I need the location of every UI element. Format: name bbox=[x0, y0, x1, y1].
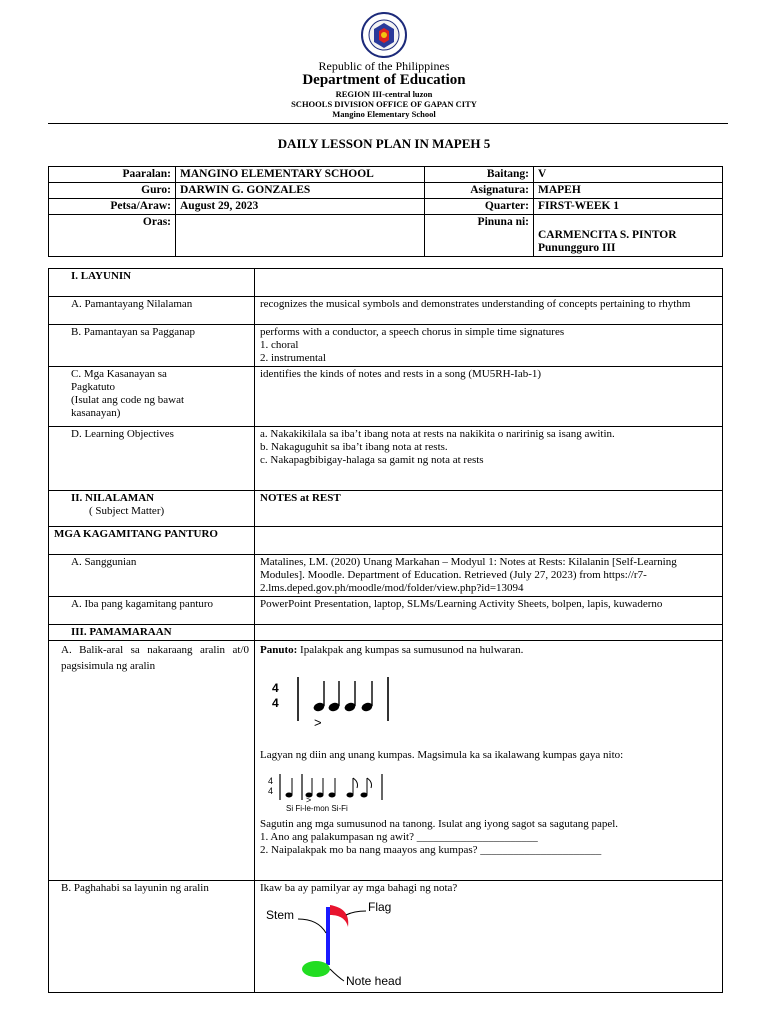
quarter-note-2 bbox=[327, 681, 340, 713]
iba-kagamitan-label: A. Iba pang kagamitang panturo bbox=[49, 597, 255, 625]
kasanayan-label-line2: Pagkatuto bbox=[71, 381, 115, 393]
rhythm-syllables: Si Fi-le-mon Si-Fi bbox=[286, 804, 348, 813]
quarter-value: FIRST-WEEK 1 bbox=[534, 199, 723, 215]
deped-seal bbox=[352, 12, 416, 58]
guro-value: DARWIN G. GONZALES bbox=[176, 183, 425, 199]
info-table bbox=[48, 166, 723, 257]
pinuna-label: Pinuna ni: bbox=[425, 215, 534, 257]
pamantayan-pagganap-label: B. Pamantayan sa Pagganap bbox=[49, 325, 255, 367]
guro-label: Guro: bbox=[49, 183, 176, 199]
kagamitan-label: MGA KAGAMITANG PANTURO bbox=[49, 527, 255, 555]
note-parts-diagram bbox=[260, 897, 420, 987]
rhythm-pattern-1 bbox=[268, 671, 408, 735]
pamantayan-pagganap-text: performs with a conductor, a speech chorus in simple time signatures bbox=[260, 326, 565, 338]
panuto-text: Ipalakpak ang kumpas sa sumusunod na hulwaran. bbox=[297, 644, 524, 656]
pinuna-name: CARMENCITA S. PINTOR bbox=[538, 229, 677, 241]
lagyan-text: Lagyan ng diin ang unang kumpas. Magsimula ka sa ikalawang kumpas gaya nito: bbox=[260, 749, 624, 761]
petsa-value: August 29, 2023 bbox=[176, 199, 425, 215]
iba-kagamitan-text: PowerPoint Presentation, laptop, SLMs/Learning Activity Sheets, bolpen, lapis, kuwaderno bbox=[255, 597, 723, 625]
header-department: Department of Education bbox=[302, 72, 466, 88]
rhythm-pattern-2 bbox=[264, 770, 414, 814]
paaralan-label: Paaralan: bbox=[49, 167, 176, 183]
objective-a: a. Nakakikilala sa iba’t ibang nota at rests na nakikita o naririnig sa isang awitin. bbox=[260, 428, 615, 440]
sanggunian-text: Matalines, LM. (2020) Unang Markahan – Modyul 1: Notes at Rests: Kilalanin [Self-Learning Modules]. Moodle. Department of Education. Retrieved (July 27, 2023) from https://r7-2.lms.deped.gov.ph/moodle/mod/folder/view.php?id=13094 bbox=[255, 555, 723, 597]
stem-label: Stem bbox=[266, 908, 295, 922]
learning-objectives-cell bbox=[255, 427, 723, 491]
oras-label: Oras: bbox=[49, 215, 176, 257]
time-signature-top: 4 bbox=[272, 681, 279, 695]
question-1: 1. Ano ang palakumpasan ng awit? ______________________ bbox=[260, 831, 538, 843]
layunin-empty bbox=[255, 269, 723, 297]
baitang-value: V bbox=[534, 167, 723, 183]
pamantayan-pagganap-cell bbox=[255, 325, 723, 367]
nilalaman-label-cell bbox=[49, 491, 255, 527]
balik-aral-cell bbox=[255, 641, 723, 881]
time-signature-2-top: 4 bbox=[268, 776, 274, 786]
kasanayan-label-line1: C. Mga Kasanayan sa bbox=[71, 368, 167, 380]
flag-label: Flag bbox=[368, 900, 392, 914]
header-school: Mangino Elementary School bbox=[332, 109, 436, 119]
time-signature-bottom: 4 bbox=[272, 696, 279, 710]
accent-mark: > bbox=[314, 715, 322, 730]
objective-c: c. Nakapagbibigay-halaga sa gamit ng nota at rests bbox=[260, 454, 484, 466]
sagutin-text: Sagutin ang mga sumusunod na tanong. Isulat ang iyong sagot sa sagutang papel. bbox=[260, 818, 619, 830]
time-signature-2-bottom: 4 bbox=[268, 786, 274, 796]
pinuna-title: Punungguro III bbox=[538, 242, 616, 254]
paghahabi-text: Ikaw ba ay pamilyar ay mga bahagi ng nota? bbox=[260, 882, 458, 894]
note-head bbox=[302, 961, 330, 977]
header-republic: Republic of the Philippines bbox=[318, 59, 450, 73]
note-flag bbox=[330, 905, 348, 927]
kasanayan-label bbox=[49, 367, 255, 427]
panuto-label: Panuto: bbox=[260, 644, 298, 656]
baitang-label: Baitang: bbox=[425, 167, 534, 183]
learning-objectives-label: D. Learning Objectives bbox=[49, 427, 255, 491]
kasanayan-label-line3: (Isulat ang code ng bawat bbox=[71, 394, 185, 406]
layunin-heading: I. LAYUNIN bbox=[49, 269, 255, 297]
quarter-label: Quarter: bbox=[425, 199, 534, 215]
quarter-note-1 bbox=[312, 681, 325, 713]
header-region: REGION III-central luzon bbox=[335, 89, 433, 99]
objective-b: b. Nakaguguhit sa iba’t ibang nota at rests. bbox=[260, 441, 448, 453]
asignatura-value: MAPEH bbox=[534, 183, 723, 199]
pamamaraan-empty bbox=[255, 625, 723, 641]
document-title: DAILY LESSON PLAN IN MAPEH 5 bbox=[277, 136, 491, 151]
paaralan-value: MANGINO ELEMENTARY SCHOOL bbox=[176, 167, 425, 183]
pinuna-cell bbox=[534, 215, 723, 257]
nilalaman-text: NOTES at REST bbox=[255, 491, 723, 527]
oras-value bbox=[176, 215, 425, 257]
quarter-note-4 bbox=[360, 681, 373, 713]
nilalaman-sub: ( Subject Matter) bbox=[89, 505, 165, 517]
lesson-plan-table bbox=[48, 268, 723, 993]
svg-text:>: > bbox=[306, 795, 312, 805]
balik-aral-label: A. Balik-aral sa nakaraang aralin at/0 pagsisimula ng aralin bbox=[49, 641, 255, 881]
question-2: 2. Naipalakpak mo ba nang maayos ang kumpas? ______________________ bbox=[260, 844, 602, 856]
kagamitan-empty bbox=[255, 527, 723, 555]
petsa-label: Petsa/Araw: bbox=[49, 199, 176, 215]
asignatura-label: Asignatura: bbox=[425, 183, 534, 199]
pamamaraan-heading: III. PAMAMARAAN bbox=[49, 625, 255, 641]
kasanayan-label-line4: kasanayan) bbox=[71, 407, 121, 419]
header-divider bbox=[48, 123, 728, 124]
nilalaman-label: II. NILALAMAN bbox=[71, 492, 155, 504]
pamantayang-nilalaman-text: recognizes the musical symbols and demonstrates understanding of concepts pertaining to rhythm bbox=[255, 297, 723, 325]
panuto-line bbox=[260, 644, 717, 657]
notehead-label: Note head bbox=[346, 974, 402, 987]
header-division: SCHOOLS DIVISION OFFICE OF GAPAN CITY bbox=[291, 99, 477, 109]
pagganap-item-instrumental: 2. instrumental bbox=[260, 352, 326, 364]
pamantayang-nilalaman-label: A. Pamantayang Nilalaman bbox=[49, 297, 255, 325]
paghahabi-label: B. Paghahabi sa layunin ng aralin bbox=[49, 881, 255, 993]
paghahabi-cell bbox=[255, 881, 723, 993]
kasanayan-text: identifies the kinds of notes and rests in a song (MU5RH-Iab-1) bbox=[255, 367, 723, 427]
sanggunian-label: A. Sanggunian bbox=[49, 555, 255, 597]
quarter-note-3 bbox=[343, 681, 356, 713]
pagganap-item-choral: 1. choral bbox=[260, 339, 299, 351]
